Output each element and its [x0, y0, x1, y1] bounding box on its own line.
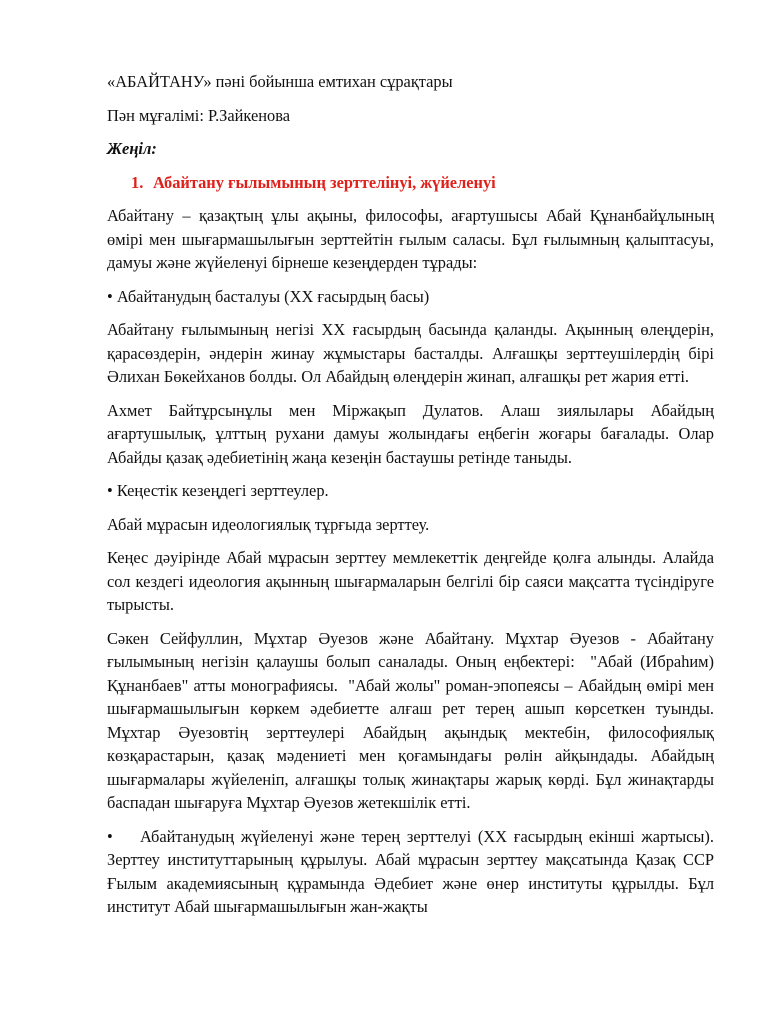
paragraph-auezov: Сәкен Сейфуллин, Мұхтар Әуезов және Абайтану. Мұхтар Әуезов - Абайтану ғылымының негізін қалаушы болып саналады. Оның еңбектері: "Абай (Ибраһим) Құнанбаев" атты монографиясы. "Абай жолы" роман-эпопеясы – Абайдың өмірі мен шығармашылығын көркем әдебиетте алғаш рет терең ашып көрсеткен туынды. Мұхтар Әуезовтің зерттеулері Абайдың ақындық мектебін, философиялық көзқарастарын, қазақ мәдениеті мен қоғамындағы рөлін айқындады. Абайдың шығармалары жүйеленіп, алғашқы толық жинақтары жарық көрді. Бұл жинақтарды баспадан шығаруға Мұхтар Әуезов жетекшілік етті.: [107, 628, 723, 812]
question-heading: [107, 171, 714, 195]
bullet-beginning: • Абайтанудың басталуы (XX ғасырдың басы): [107, 286, 430, 306]
document-title: «АБАЙТАНУ» пәні бойынша емтихан сұрақтары: [107, 72, 453, 91]
paragraph-systematization-text: Абайтанудың жүйеленуі және терең зерттелуі (XX ғасырдың екінші жартысы). Зерттеу институттарының құрылуы. Абай мұрасын зерттеу мақсатында Қазақ ССР Ғылым академиясының құрамында Әдебиет және өнер институты құрылды. Бұл институт Абай шығармашылығын жан-жақты: [107, 826, 714, 916]
paragraph-alash: Ахмет Байтұрсынұлы мен Міржақып Дулатов. Алаш зиялылары Абайдың ағартушылық, ұлттың рухани дамуы жолындағы еңбегін жоғары бағалады. Олар Абайды қазақ әдебиетінің жаңа кезеңін бастаушы ретінде таныды.: [107, 400, 714, 467]
paragraph-intro: Абайтану – қазақтың ұлы ақыны, философы, ағартушысы Абай Құнанбайұлының өмірі мен шығармашылығын зерттейтін ғылым саласы. Бұл ғылымның қалыптасуы, дамуы және жүйеленуі бірнеше кезеңдерден тұрады:: [107, 206, 714, 272]
question-title: Абайтану ғылымының зерттелінуі, жүйеленуі: [153, 172, 496, 192]
bullet-marker: •: [107, 826, 113, 846]
paragraph-systematization: [107, 825, 714, 919]
paragraph-foundation: Абайтану ғылымының негізі XX ғасырдың басында қаланды. Ақынның өлеңдерін, қарасөздерін, әндерін жинау жұмыстары басталды. Алғашқы зерттеушілердің бірі Әлихан Бөкейханов болды. Ол Абайдың өлеңдерін жинап, алғашқы рет жария етті.: [107, 320, 714, 386]
teacher-line: Пән мұғалімі: Р.Зайкенова: [107, 105, 291, 125]
document-page: [107, 70, 723, 929]
question-number: 1.: [131, 172, 144, 192]
paragraph-ideology: Абай мұрасын идеологиялық тұрғыда зерттеу.: [107, 514, 430, 534]
bullet-soviet: • Кеңестік кезеңдегі зерттеулер.: [107, 481, 329, 500]
paragraph-soviet-era: Кеңес дәуірінде Абай мұрасын зерттеу мемлекеттік деңгейде қолға алынды. Алайда сол кездегі идеология ақынның шығармаларын белгілі бір саяси мақсатта түсіндіруге тырысты.: [107, 548, 714, 614]
level-heading: Жеңіл:: [107, 139, 157, 158]
